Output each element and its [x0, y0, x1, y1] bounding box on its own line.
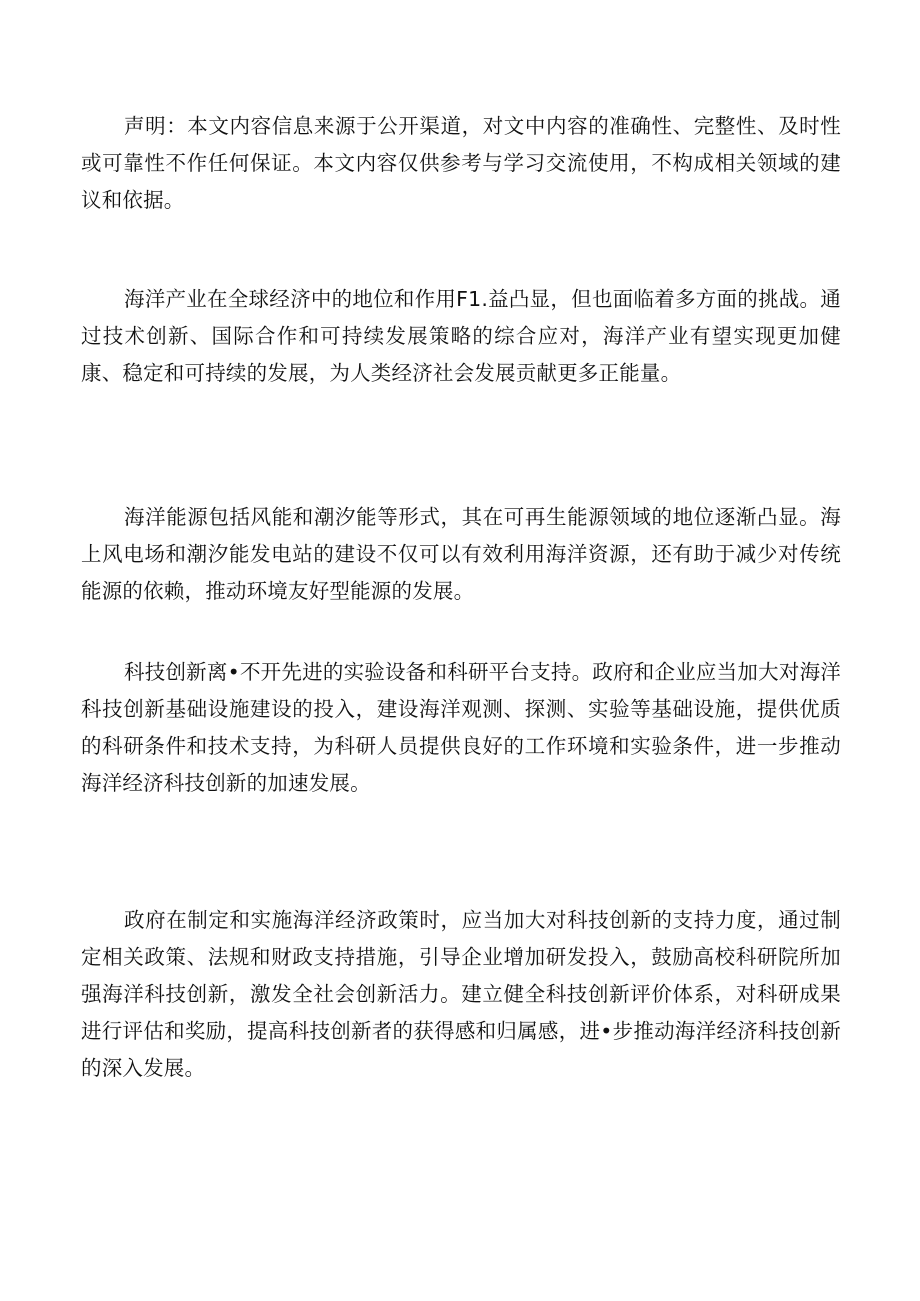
body-paragraph-marine-energy: 海洋能源包括风能和潮汐能等形式，其在可再生能源领域的地位逐渐凸显。海上风电场和潮汐能发电站的建设不仅可以有效利用海洋资源，还有助于减少对传统能源的依赖，推动环境友好型能源的发展。 [81, 505, 841, 603]
body-paragraph-government-policy: 政府在制定和实施海洋经济政策时，应当加大对科技创新的支持力度，通过制定相关政策、法规和财政支持措施，引导企业增加研发投入，鼓励高校科研院所加强海洋科技创新，激发全社会创新活力。建立健全科技创新评价体系，对科研成果进行评估和奖励，提高科技创新者的获得感和归属感，进•步推动海洋经济科技创新的深入发展。 [81, 908, 841, 1080]
body-paragraph-marine-industry: 海洋产业在全球经济中的地位和作用F1.益凸显，但也面临着多方面的挑战。通过技术创新、国际合作和可持续发展策略的综合应对，海洋产业有望实现更加健康、稳定和可持续的发展，为人类经济社会发展贡献更多正能量。 [81, 287, 841, 385]
body-paragraph-research-infrastructure: 科技创新离•不开先进的实验设备和科研平台支持。政府和企业应当加大对海洋科技创新基础设施建设的投入，建设海洋观测、探测、实验等基础设施，提供优质的科研条件和技术支持，为科研人员提供良好的工作环境和实验条件，进一步推动海洋经济科技创新的加速发展。 [81, 660, 841, 795]
disclaimer-paragraph: 声明：本文内容信息来源于公开渠道，对文中内容的准确性、完整性、及时性或可靠性不作任何保证。本文内容仅供参考与学习交流使用，不构成相关领域的建议和依据。 [81, 114, 841, 212]
